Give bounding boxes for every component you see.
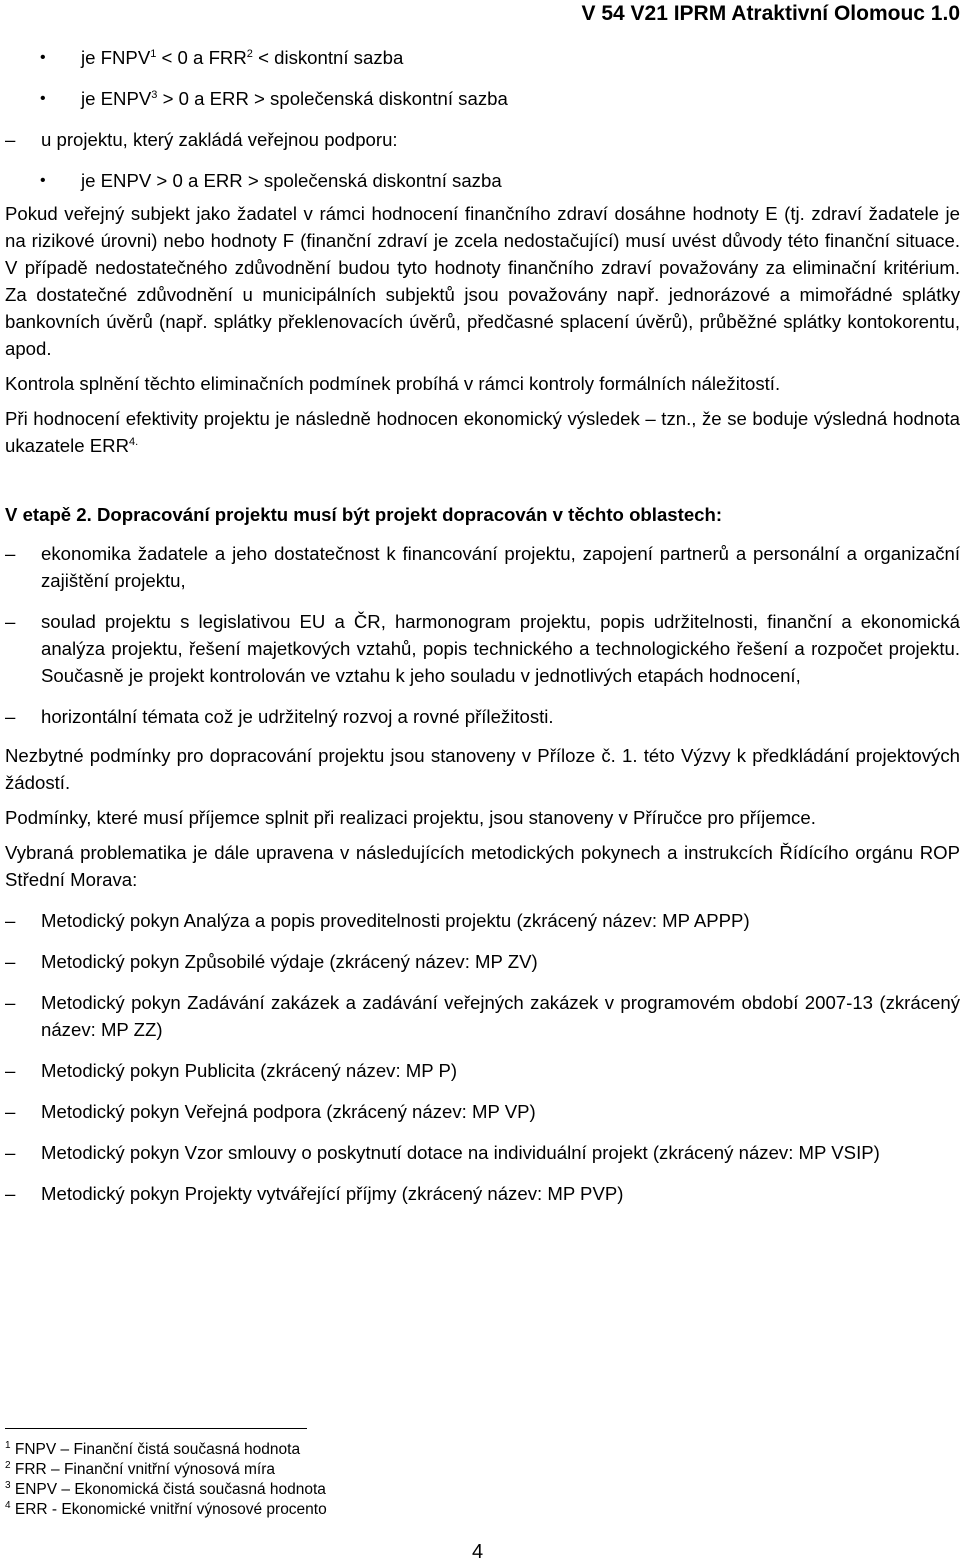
footnote-number: 2 xyxy=(5,1459,11,1471)
bullet-text: < diskontní sazba xyxy=(252,47,404,68)
paragraph-control: Kontrola splnění těchto eliminačních podmínek probíhá v rámci kontroly formálních náležitostí. xyxy=(5,373,781,394)
guideline-item xyxy=(5,907,960,934)
stage2-heading xyxy=(5,501,960,528)
footnote xyxy=(5,1460,327,1480)
footnote xyxy=(5,1480,327,1500)
dash-text: u projektu, který zakládá veřejnou podporu: xyxy=(41,129,398,150)
list-item-text: Metodický pokyn Projekty vytvářející příjmy (zkrácený název: MP PVP) xyxy=(41,1183,624,1204)
bullet-item-fnpv xyxy=(5,44,960,71)
footnote-number: 3 xyxy=(5,1479,11,1491)
guideline-item xyxy=(5,1180,960,1207)
footnote-ref: 2 xyxy=(246,47,253,60)
footnote xyxy=(5,1440,327,1460)
stage2-title: Dopracování projektu musí být projekt dopracován v těchto oblastech: xyxy=(96,504,723,525)
dash-item-public-support xyxy=(5,126,960,153)
bullet-item-enpv xyxy=(5,85,960,112)
list-item-text: Metodický pokyn Analýza a popis proveditelnosti projektu (zkrácený název: MP APPP) xyxy=(41,910,750,931)
bullet-text: je ENPV xyxy=(81,88,152,109)
dash-icon: – xyxy=(5,1060,16,1081)
dash-icon: – xyxy=(5,1183,16,1204)
list-item-text: Metodický pokyn Veřejná podpora (zkrácený název: MP VP) xyxy=(41,1101,536,1122)
guideline-item xyxy=(5,1098,960,1125)
paragraph-financial-health: Pokud veřejný subjekt jako žadatel v rámci hodnocení finančního zdraví dosáhne hodnoty E (tj. zdraví žadatele je na rizikové úrovni) nebo hodnoty F (finanční zdraví je zcela nedostačující) musí uvést důvody této finanční situace. V případě nedostatečného zdůvodnění budou tyto hodnoty finančního zdraví považovány za eliminační kritérium. Za dostatečné zdůvodnění u municipálních subjektů jsou považovány např. jednorázové a mimořádné splátky bankovních úvěrů (např. splátky překlenovacích úvěrů, předčasné splacení úvěrů), průběžné splátky kontokorentu, apod. xyxy=(5,203,960,359)
dash-icon: – xyxy=(5,951,16,972)
paragraph-efficiency xyxy=(5,405,960,459)
guideline-item xyxy=(5,1057,960,1084)
bullet-text: < 0 a FRR xyxy=(156,47,247,68)
stage2-prefix: V etapě 2. xyxy=(5,504,97,525)
dash-icon: – xyxy=(5,1101,16,1122)
guideline-item xyxy=(5,1139,960,1166)
guideline-item xyxy=(5,989,960,1043)
list-item-text: Metodický pokyn Publicita (zkrácený název: MP P) xyxy=(41,1060,458,1081)
list-item-text: Metodický pokyn Způsobilé výdaje (zkrácený název: MP ZV) xyxy=(41,951,538,972)
footnote-text: FRR – Finanční vnitřní výnosová míra xyxy=(14,1461,276,1478)
footnote-text: FNPV – Finanční čistá současná hodnota xyxy=(14,1441,301,1458)
stage2-item xyxy=(5,540,960,594)
bullet-text: je ENPV > 0 a ERR > společenská diskontní sazba xyxy=(81,170,502,191)
footnote-number: 1 xyxy=(5,1439,11,1451)
paragraph-conditions: Nezbytné podmínky pro dopracování projektu jsou stanoveny v Příloze č. 1. této Výzvy k předkládání projektových žádostí. xyxy=(5,745,960,793)
footnote-text: ENPV – Ekonomická čistá současná hodnota xyxy=(14,1481,326,1498)
bullet-text: > 0 a ERR > společenská diskontní sazba xyxy=(157,88,508,109)
page-header-title: V 54 V21 IPRM Atraktivní Olomouc 1.0 xyxy=(581,2,960,25)
bullet-text: je FNPV xyxy=(81,47,151,68)
paragraph-guidelines-intro: Vybraná problematika je dále upravena v následujících metodických pokynech a instrukcích Řídícího orgánu ROP Střední Morava: xyxy=(5,842,960,890)
document-body xyxy=(5,44,960,1207)
footnote-ref: 1 xyxy=(150,47,157,60)
list-item-text: horizontální témata což je udržitelný rozvoj a rovné příležitosti. xyxy=(41,706,554,727)
footnote xyxy=(5,1500,327,1520)
bullet-icon: • xyxy=(40,172,46,189)
guideline-item xyxy=(5,948,960,975)
paragraph-text: Při hodnocení efektivity projektu je následně hodnocen ekonomický výsledek – tzn., že se boduje výsledná hodnota ukazatele ERR xyxy=(5,408,960,456)
dash-icon: – xyxy=(5,910,16,931)
footnotes xyxy=(5,1440,327,1520)
dash-icon: – xyxy=(5,1142,16,1163)
bullet-icon: • xyxy=(40,49,46,66)
stage2-item xyxy=(5,608,960,689)
page-number: 4 xyxy=(472,1541,484,1563)
list-item-text: soulad projektu s legislativou EU a ČR, harmonogram projektu, popis udržitelnosti, finanční a ekonomická analýza projektu, řešení majetkových vztahů, popis technického a technologického řešení a rozpočet projektu. Současně je projekt kontrolován ve vztahu k jeho souladu v jednotlivých etapách hodnocení, xyxy=(41,611,960,686)
dash-icon: – xyxy=(5,706,16,727)
dash-icon: – xyxy=(5,611,16,632)
dash-icon: – xyxy=(5,543,16,564)
footnote-number: 4 xyxy=(5,1499,11,1511)
footnote-text: ERR - Ekonomické vnitřní výnosové procento xyxy=(14,1501,327,1518)
stage2-item xyxy=(5,703,960,730)
footnote-ref: 4. xyxy=(129,435,139,448)
dash-icon: – xyxy=(5,129,16,150)
list-item-text: Metodický pokyn Vzor smlouvy o poskytnutí dotace na individuální projekt (zkrácený název: MP VSIP) xyxy=(41,1142,880,1163)
dash-icon: – xyxy=(5,992,16,1013)
list-item-text: ekonomika žadatele a jeho dostatečnost k financování projektu, zapojení partnerů a personální a organizační zajištění projektu, xyxy=(41,543,960,591)
footnote-ref: 3 xyxy=(151,88,158,101)
list-item-text: Metodický pokyn Zadávání zakázek a zadávání veřejných zakázek v programovém období 2007-13 (zkrácený název: MP ZZ) xyxy=(41,992,960,1040)
bullet-item-enpv-public xyxy=(5,167,960,194)
footnote-separator xyxy=(5,1428,307,1429)
paragraph-recipient: Podmínky, které musí příjemce splnit při realizaci projektu, jsou stanoveny v Příručce pro příjemce. xyxy=(5,807,816,828)
bullet-icon: • xyxy=(40,90,46,107)
